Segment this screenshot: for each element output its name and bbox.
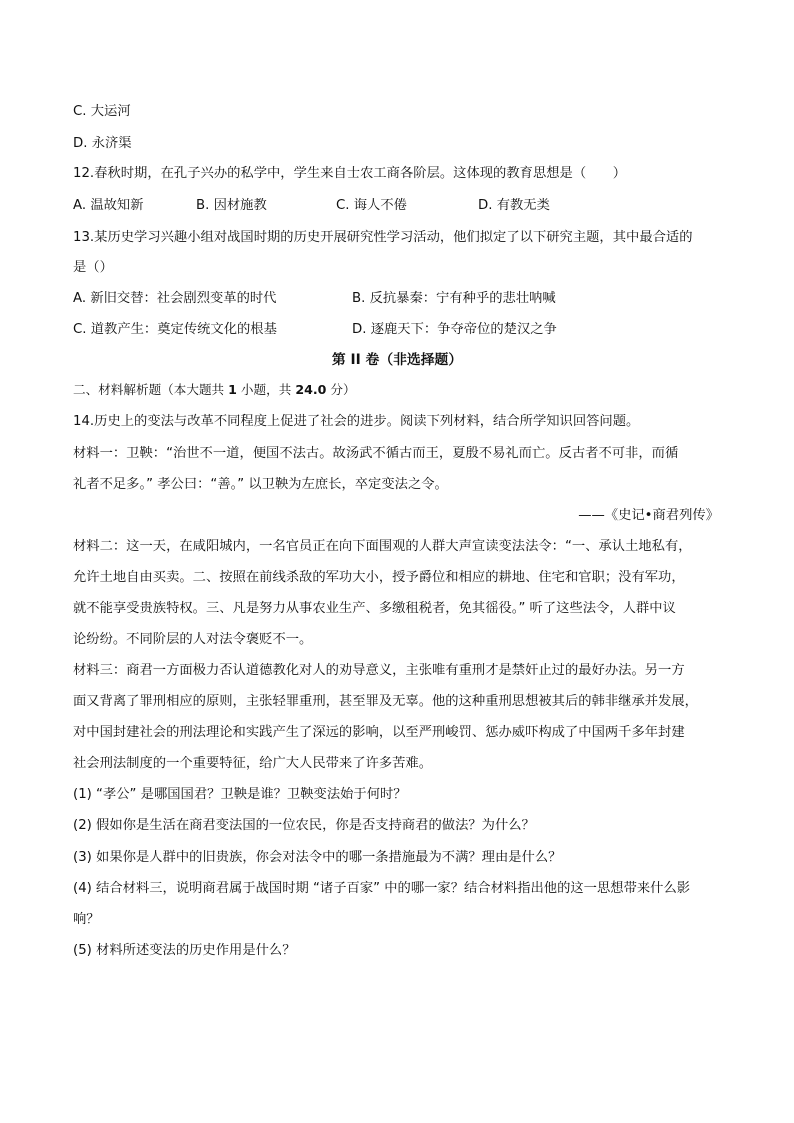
q12-option-d: D. 有教无类: [478, 198, 550, 213]
q13-stem-line2: 是（）: [73, 260, 113, 275]
material1-line1: 材料一：卫鞅：“治世不一道，便国不法古。故汤武不循古而王，夏殷不易礼而亡。反古者不可非，而循: [73, 446, 679, 461]
subquestion-2: (2) 假如你是生活在商君变法国的一位农民，你是否支持商君的做法？为什么？: [73, 818, 535, 833]
section2-count: 1: [228, 382, 237, 397]
material2-line4: 论纷纷。不同阶层的人对法令褒贬不一。: [73, 632, 313, 647]
material2-line2: 允许土地自由买卖。二、按照在前线杀敌的军功大小，授予爵位和相应的耕地、住宅和官职；没有军功，: [73, 570, 685, 585]
material3-line2: 面又背离了罪刑相应的原则，主张轻罪重刑，甚至罪及无辜。他的这种重刑思想被其后的韩非继承并发展，: [73, 694, 698, 709]
subquestion-4-line2: 响？: [73, 912, 100, 927]
q14-intro: 14.历史上的变法与改革不同程度上促进了社会的进步。阅读下列材料，结合所学知识回答问题。: [73, 414, 640, 429]
part2-title: 第 II 卷（非选择题）: [331, 352, 463, 368]
q12-option-c: C. 诲人不倦: [336, 198, 407, 213]
material3-line3: 对中国封建社会的刑法理论和实践产生了深远的影响，以至严刑峻罚、惩办威吓构成了中国两千多年封建: [73, 725, 685, 740]
subquestion-1: (1) “孝公” 是哪国国君？卫鞅是谁？卫鞅变法始于何时？: [73, 787, 407, 802]
subquestion-3: (3) 如果你是人群中的旧贵族，你会对法令中的哪一条措施最为不满？理由是什么？: [73, 850, 562, 865]
subquestion-4-line1: (4) 结合材料三，说明商君属于战国时期 “诸子百家” 中的哪一家？结合材料指出他的这一思想带来什么影: [73, 881, 691, 896]
material1-line2: 礼者不足多。” 孝公曰：“善。” 以卫鞅为左庶长，卒定变法之令。: [73, 477, 448, 492]
q13-option-b: B. 反抗暴秦：宁有种乎的悲壮呐喊: [352, 291, 556, 306]
material2-line1: 材料二：这一天，在咸阳城内，一名官员正在向下面围观的人群大声宣读变法法令：“一、承认土地私有，: [73, 539, 692, 554]
material3-line4: 社会刑法制度的一个重要特征，给广大人民带来了许多苦难。: [73, 756, 433, 771]
q13-stem-line1: 13.某历史学习兴趣小组对战国时期的历史开展研究性学习活动，他们拟定了以下研究主题，其中最合适的: [73, 230, 693, 245]
q13-option-d: D. 逐鹿天下：争夺帝位的楚汉之争: [352, 322, 557, 337]
q12-option-a: A. 温故知新: [73, 198, 144, 213]
section2-heading: [73, 381, 356, 399]
q12-option-b: B. 因材施教: [196, 198, 267, 213]
section2-suffix: 分）: [330, 382, 356, 397]
q11-option-c: C. 大运河: [73, 104, 131, 119]
q12-stem: 12.春秋时期，在孔子兴办的私学中，学生来自士农工商各阶层。这体现的教育思想是（ ）: [73, 166, 627, 181]
section2-points: 24.0: [295, 382, 327, 397]
material1-source: ——《史记•商君列传》: [578, 508, 719, 523]
subquestion-5: (5) 材料所述变法的历史作用是什么？: [73, 943, 296, 958]
q13-option-a: A. 新旧交替：社会剧烈变革的时代: [73, 291, 277, 306]
material2-line3: 就不能享受贵族特权。三、凡是努力从事农业生产、多缴租税者，免其徭役。” 听了这些法令，人群中议: [73, 601, 676, 616]
section2-prefix: 二、材料解析题（本大题共: [73, 382, 225, 397]
q13-option-c: C. 道教产生：奠定传统文化的根基: [73, 322, 277, 337]
material3-line1: 材料三：商君一方面极力否认道德教化对人的劝导意义，主张唯有重刑才是禁奸止过的最好办法。另一方: [73, 663, 685, 678]
q11-option-d: D. 永济渠: [73, 136, 132, 151]
section2-mid: 小题，共: [240, 382, 292, 397]
